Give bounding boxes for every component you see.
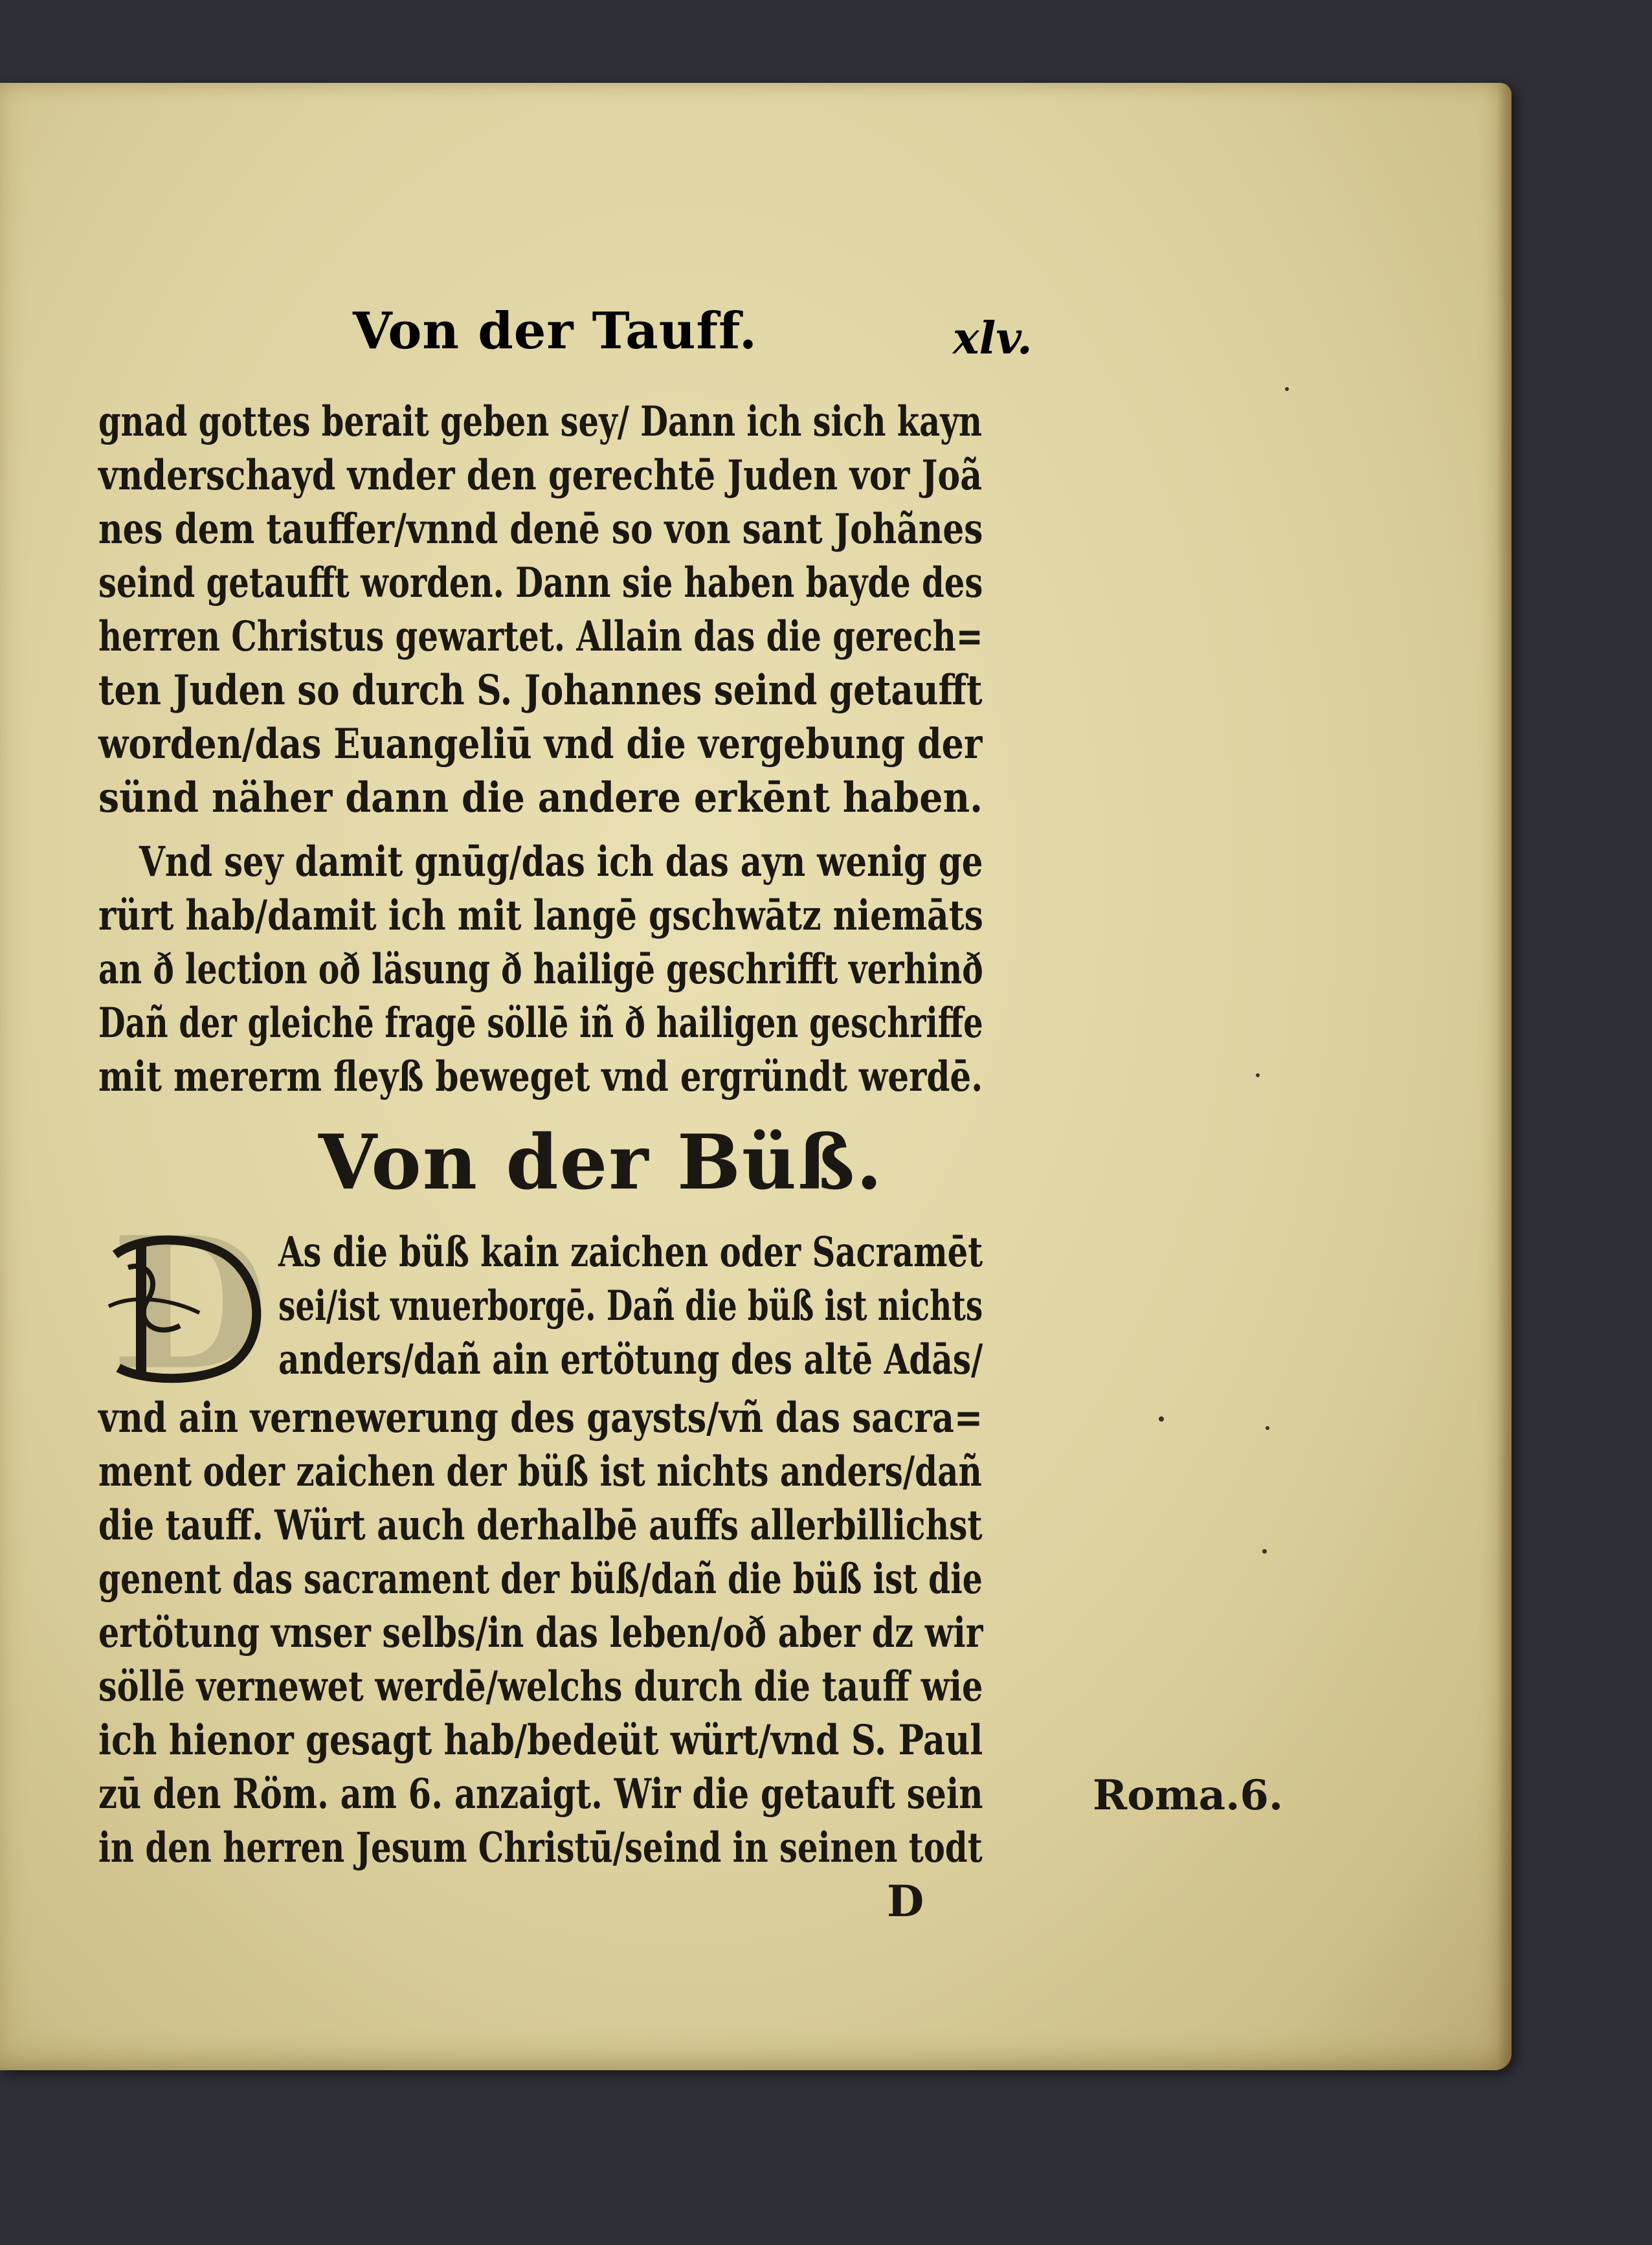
text-line: seind getaufft worden. Dann sie haben bayde des xyxy=(98,559,983,607)
text-line: ich hienor gesagt hab/bedeüt würt/vnd S. Paul xyxy=(98,1716,983,1765)
drop-cap: D xyxy=(111,1198,269,1411)
text-line: As die büß kain zaichen oder Sacramēt xyxy=(278,1228,983,1277)
marginal-note: Roma.6. xyxy=(1093,1771,1284,1820)
text-line: in den herren Jesum Christū/seind in seinen todt xyxy=(98,1824,983,1872)
text-line: ment oder zaichen der büß ist nichts anders/dañ xyxy=(98,1447,982,1496)
text-line: vnd ain vernewerung des gaysts/vñ das sacra= xyxy=(98,1394,983,1442)
text-line: sei/ist vnuerborgē. Dañ die büß ist nichts xyxy=(278,1282,983,1330)
text-line: Vnd sey damit gnūg/das ich das ayn wenig ge xyxy=(139,838,983,886)
text-line: sünd näher dann die andere erkēnt haben. xyxy=(98,774,983,822)
text-line: worden/das Euangeliū vnd die vergebung der xyxy=(98,720,983,768)
text-line: genent das sacrament der büß/dañ die büß ist die xyxy=(98,1555,983,1603)
text-line: zū den Röm. am 6. anzaigt. Wir die getauft sein xyxy=(98,1770,983,1818)
book-page xyxy=(0,83,1512,2070)
text-line: vnderschayd vnder den gerechtē Juden vor Joã xyxy=(98,451,983,500)
text-line: ten Juden so durch S. Johannes seind getaufft xyxy=(98,666,983,715)
text-line: rürt hab/damit ich mit langē gschwātz niemāts xyxy=(98,891,983,940)
text-line: nes dem tauffer/vnnd denē so von sant Johãnes xyxy=(98,505,983,553)
text-line: mit mererm fleyß beweget vnd ergründt werdē. xyxy=(98,1053,983,1101)
folio-number: xlv. xyxy=(953,313,1032,364)
text-line: die tauff. Würt auch derhalbē auffs allerbillichst xyxy=(98,1501,983,1550)
catchword: D xyxy=(887,1876,924,1927)
text-line: söllē vernewet werdē/welchs durch die tauff wie xyxy=(98,1662,983,1711)
page-edge-shadow xyxy=(1497,83,1512,2070)
running-title: Von der Tauff. xyxy=(353,302,757,361)
section-heading: Von der Büß. xyxy=(318,1119,884,1207)
text-line: Dañ der gleichē fragē söllē iñ ð hailigen geschriffe xyxy=(98,999,983,1047)
text-line: an ð lection oð läsung ð hailigē geschrifft verhinð xyxy=(98,945,983,994)
text-line: anders/dañ ain ertötung des altē Adās/ xyxy=(278,1335,983,1384)
text-line: gnad gottes berait geben sey/ Dann ich sich kayn xyxy=(98,397,983,446)
text-line: ertötung vnser selbs/in das leben/oð aber dz wir xyxy=(98,1609,983,1657)
text-line: herren Christus gewartet. Allain das die gerech= xyxy=(98,612,983,661)
